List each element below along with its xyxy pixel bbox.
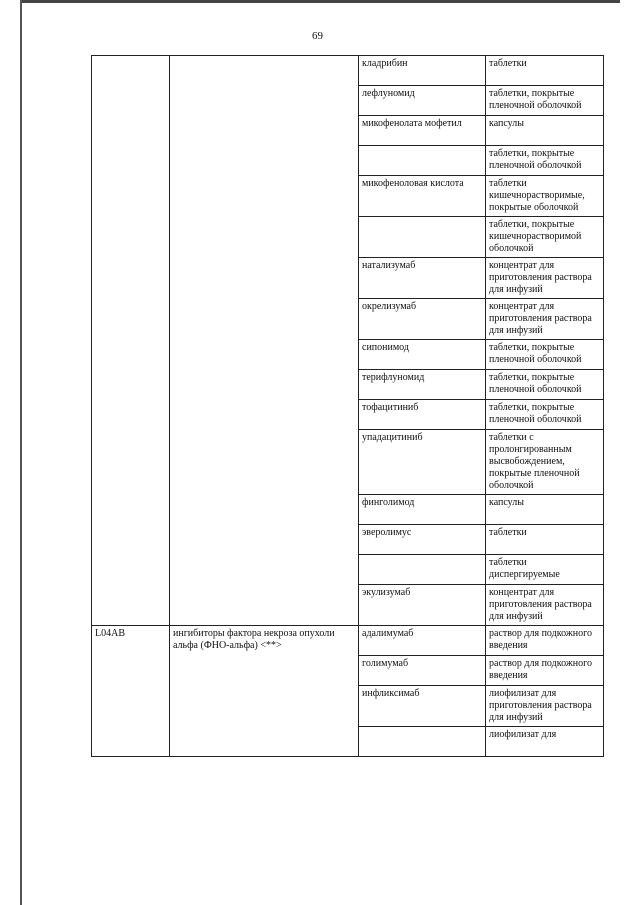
drug-name-cell: микофенолата мофетил (359, 116, 486, 146)
dosage-form-cell: капсулы (486, 116, 604, 146)
scan-edge-left (20, 0, 22, 905)
drug-name-cell: микофеноловая кислота (359, 176, 486, 217)
atc-code-cell: L04AB (92, 626, 170, 757)
dosage-form-cell: лиофилизат для (486, 727, 604, 757)
dosage-form-cell: таблетки, покрытые пленочной оболочкой (486, 400, 604, 430)
drug-name-cell: упадацитиниб (359, 430, 486, 495)
dosage-form-cell: таблетки с пролонгированным высвобождением, покрытые пленочной оболочкой (486, 430, 604, 495)
drug-table-body (92, 56, 604, 757)
drug-name-cell (359, 727, 486, 757)
anatomic-group-cell: ингибиторы фактора некроза опухоли альфа (ФНО-альфа) <**> (170, 626, 359, 757)
drug-name-cell (359, 555, 486, 585)
drug-name-cell: голимумаб (359, 656, 486, 686)
drug-name-cell: натализумаб (359, 258, 486, 299)
dosage-form-cell: концентрат для приготовления раствора для инфузий (486, 258, 604, 299)
dosage-form-cell: таблетки, покрытые пленочной оболочкой (486, 370, 604, 400)
dosage-form-cell: раствор для подкожного введения (486, 626, 604, 656)
drug-name-cell: тофацитиниб (359, 400, 486, 430)
dosage-form-cell: таблетки, покрытые пленочной оболочкой (486, 146, 604, 176)
dosage-form-cell: лиофилизат для приготовления раствора для инфузий (486, 686, 604, 727)
drug-table (91, 55, 604, 757)
drug-name-cell: лефлуномид (359, 86, 486, 116)
dosage-form-cell: таблетки кишечнорастворимые, покрытые оболочкой (486, 176, 604, 217)
dosage-form-cell: таблетки, покрытые кишечнорастворимой оболочкой (486, 217, 604, 258)
drug-name-cell: эверолимус (359, 525, 486, 555)
anatomic-group-cell (170, 56, 359, 626)
atc-code-cell (92, 56, 170, 626)
drug-name-cell: адалимумаб (359, 626, 486, 656)
drug-name-cell: кладрибин (359, 56, 486, 86)
dosage-form-cell: капсулы (486, 495, 604, 525)
dosage-form-cell: таблетки, покрытые пленочной оболочкой (486, 340, 604, 370)
drug-name-cell: окрелизумаб (359, 299, 486, 340)
drug-name-cell: терифлуномид (359, 370, 486, 400)
page-number: 69 (312, 30, 323, 42)
dosage-form-cell: таблетки, покрытые пленочной оболочкой (486, 86, 604, 116)
drug-name-cell (359, 217, 486, 258)
table-row (92, 626, 604, 656)
dosage-form-cell: таблетки (486, 525, 604, 555)
drug-name-cell: финголимод (359, 495, 486, 525)
drug-name-cell: сипонимод (359, 340, 486, 370)
drug-name-cell (359, 146, 486, 176)
dosage-form-cell: раствор для подкожного введения (486, 656, 604, 686)
dosage-form-cell: концентрат для приготовления раствора для инфузий (486, 299, 604, 340)
dosage-form-cell: таблетки диспергируемые (486, 555, 604, 585)
drug-name-cell: инфликсимаб (359, 686, 486, 727)
drug-name-cell: экулизумаб (359, 585, 486, 626)
dosage-form-cell: таблетки (486, 56, 604, 86)
table-row (92, 56, 604, 86)
scan-edge-top (20, 0, 620, 3)
dosage-form-cell: концентрат для приготовления раствора для инфузий (486, 585, 604, 626)
